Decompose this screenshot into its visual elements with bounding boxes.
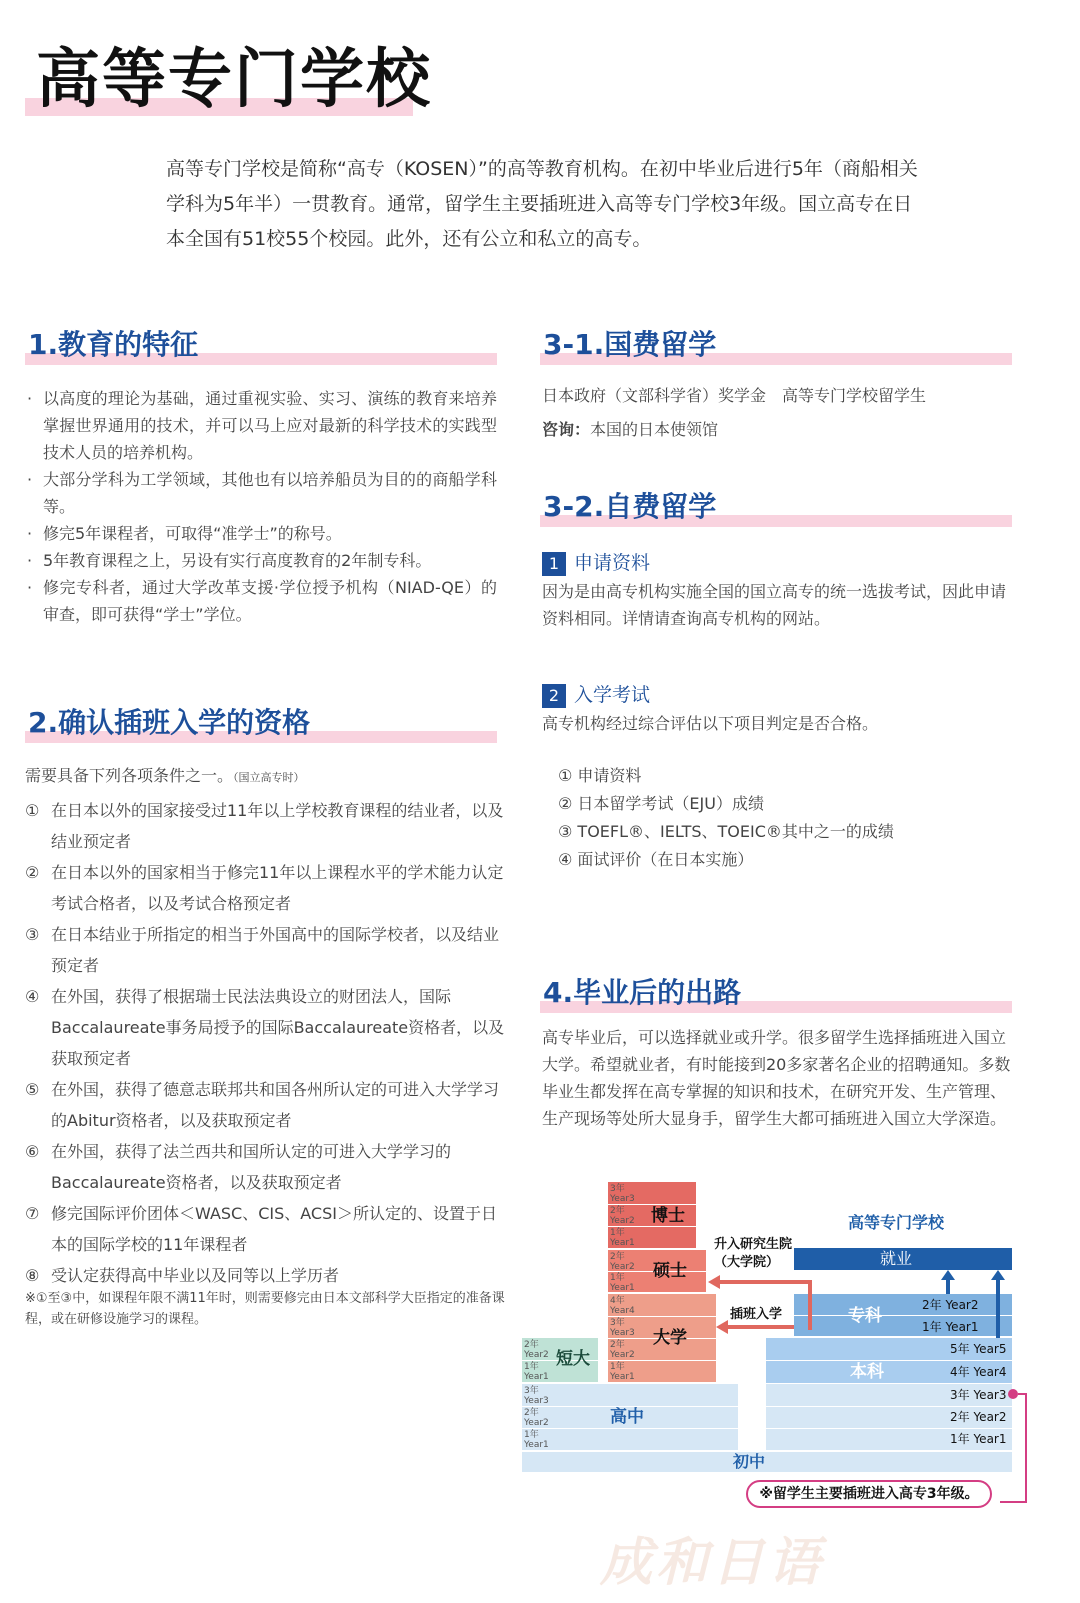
list-item: ② 日本留学考试（EJU）成绩: [558, 794, 764, 813]
sub-heading-application: [542, 550, 650, 576]
transfer-note-badge: ※留学生主要插班进入高专3年级。: [746, 1480, 992, 1508]
high-school-label: 高中: [610, 1407, 644, 1427]
year-label: 3年 Year3: [524, 1386, 549, 1406]
item-text: 修完国际评价团体＜WASC、CIS、ACSI＞所认定的、设置于日本的国际学校的11年课程者: [51, 1204, 497, 1254]
year-label: 2年 Year2: [524, 1340, 549, 1360]
section2-note: ※①至③中，如课程年限不满11年时，则需要修完由日本文部科学大臣指定的准备课程，或在研修设施学习的课程。: [25, 1291, 505, 1327]
item-number: ④: [25, 987, 40, 1006]
section4-title: 4.毕业后的出路: [543, 976, 742, 1009]
year-label: 1年 Year1: [922, 1320, 979, 1334]
note-connector: [1000, 1394, 1026, 1502]
master-label: 硕士: [653, 1261, 687, 1281]
section4-text: 高专毕业后，可以选择就业或升学。很多留学生选择插班进入国立大学。希望就业者，有时能接到20多家著名企业的招聘通知。多数毕业生都发挥在高专掌握的知识和技术，在研究开发、生产管理、生产现场等处所大显身手，留学生大都可插班进入国立大学深造。: [542, 1028, 1011, 1128]
list-item: [25, 1198, 505, 1260]
watermark: 成和日语: [600, 1533, 825, 1593]
item-number: ⑧: [25, 1266, 40, 1285]
year-label: 4年 Year4: [950, 1365, 1007, 1379]
item-number: ⑥: [25, 1142, 40, 1161]
section2-list: [25, 795, 505, 1291]
list-item: [25, 1260, 505, 1291]
list-item: [25, 1074, 505, 1136]
transfer-arrow-label: 插班入学: [730, 1307, 783, 1322]
item-text: 在日本结业于所指定的相当于外国高中的国际学校者，以及结业预定者: [51, 925, 500, 975]
kosen-diagram-title: 高等专门学校: [848, 1213, 945, 1232]
list-item: ③ TOEFL®、IELTS、TOEIC®其中之一的成绩: [558, 822, 894, 841]
section32-title: 3-2.自费留学: [543, 490, 717, 523]
advanced-course-label: 专科: [848, 1306, 882, 1326]
doctor-label: 博士: [651, 1206, 685, 1226]
sub-heading-text: 入学考试: [574, 684, 651, 706]
year-label: 2年 Year2: [610, 1206, 635, 1226]
sub-heading-text: 申请资料: [574, 552, 651, 574]
regular-course-label: 本科: [850, 1362, 884, 1382]
junior-high-label: 初中: [733, 1452, 766, 1471]
year-label: 5年 Year5: [950, 1342, 1007, 1356]
list-item: [25, 857, 505, 919]
sub2-text: 高专机构经过综合评估以下项目判定是否合格。: [542, 714, 879, 733]
section31-line1: 日本政府（文部科学省）奖学金 高等专门学校留学生: [542, 386, 927, 405]
section2-lead-note: （国立高专时）: [233, 771, 305, 784]
list-item: · 修完5年课程者，可取得“准学士”的称号。: [25, 520, 497, 547]
item-number: ③: [25, 925, 40, 944]
employment-label: 就业: [880, 1249, 913, 1268]
item-text: 在日本以外的国家接受过11年以上学校教育课程的结业者，以及结业预定者: [51, 801, 504, 851]
list-item: ① 申请资料: [558, 766, 642, 785]
year-label: 1年 Year1: [610, 1362, 635, 1382]
year-label: 1年 Year1: [524, 1430, 549, 1450]
list-item: [25, 919, 505, 981]
page-title: 高等专门学校: [36, 43, 432, 117]
list-item: · 修完专科者，通过大学改革支援·学位授予机构（NIAD-QE）的审查，即可获得“学士”学位。: [25, 574, 497, 628]
contact-value: 本国的日本使领馆: [590, 420, 719, 439]
sub-heading-exam: [542, 682, 650, 708]
item-number: ②: [25, 863, 40, 882]
year-label: 3年 Year3: [950, 1388, 1007, 1402]
section2-title: 2.确认插班入学的资格: [28, 706, 311, 739]
year-label: 1年 Year1: [950, 1432, 1007, 1446]
section31-contact: [542, 416, 1012, 443]
sub-number-badge: 2: [542, 684, 566, 708]
university-label: 大学: [653, 1328, 687, 1348]
year-label: 1年 Year1: [610, 1273, 635, 1293]
grad-school-arrow-label: 升入研究生院 （大学院）: [714, 1237, 793, 1270]
list-item: [25, 981, 505, 1074]
sub1-text: 因为是由高专机构实施全国的国立高专的统一选拔考试，因此申请资料相同。详情请查询高专机构的网站。: [542, 582, 1007, 628]
year-label: 3年 Year3: [610, 1318, 635, 1338]
item-text: 在外国，获得了法兰西共和国所认定的可进入大学学习的Baccalaureate资格者，以及获取预定者: [51, 1142, 452, 1192]
item-text: 在外国，获得了德意志联邦共和国各州所认定的可进入大学学习的Abitur资格者，以及获取预定者: [51, 1080, 500, 1130]
year-label: 3年 Year3: [610, 1184, 635, 1204]
section2-lead: [25, 762, 305, 791]
year-label: 2年 Year2: [922, 1298, 979, 1312]
item-number: ①: [25, 801, 40, 820]
list-item: [25, 795, 505, 857]
list-item: · 5年教育课程之上，另设有实行高度教育的2年制专科。: [25, 547, 497, 574]
year-label: 2年 Year2: [610, 1340, 635, 1360]
item-text: 在外国，获得了根据瑞士民法法典设立的财团法人，国际Baccalaureate事务局授予的国际Baccalaureate资格者，以及获取预定者: [51, 987, 505, 1068]
intro-paragraph: 高等专门学校是简称“高专（KOSEN）”的高等教育机构。在初中毕业后进行5年（商船相关学科为5年半）一贯教育。通常，留学生主要插班进入高等专门学校3年级。国立高专在日本全国有51校55个校园。此外，还有公立和私立的高专。: [166, 158, 918, 250]
year-label: 2年 Year2: [524, 1408, 549, 1428]
list-item: [25, 1136, 505, 1198]
arrow-up-employment-2: [991, 1270, 1005, 1338]
year-label: 1年 Year1: [610, 1228, 635, 1248]
section31-title: 3-1.国费留学: [543, 328, 717, 361]
year-label: 2年 Year2: [610, 1252, 635, 1272]
item-number: ⑤: [25, 1080, 40, 1099]
item-text: 受认定获得高中毕业以及同等以上学历者: [51, 1266, 340, 1285]
exam-items: [558, 762, 1008, 874]
section2-lead-text: 需要具备下列各项条件之一。: [25, 766, 234, 785]
item-text: 在日本以外的国家相当于修完11年以上课程水平的学术能力认定考试合格者，以及考试合格预定者: [51, 863, 504, 913]
item-number: ⑦: [25, 1204, 40, 1223]
year-label: 1年 Year1: [524, 1362, 549, 1382]
section1-title: 1.教育的特征: [28, 328, 199, 361]
arrows-overlay: [700, 1240, 1030, 1510]
arrow-up-employment-1: [941, 1270, 955, 1294]
list-item: · 以高度的理论为基础，通过重视实验、实习、演练的教育来培养掌握世界通用的技术，并可以马上应对最新的科学技术的实践型技术人员的培养机构。: [25, 385, 497, 466]
list-item: · 大部分学科为工学领域，其他也有以培养船员为目的的商船学科等。: [25, 466, 497, 520]
section1-list: [25, 385, 497, 628]
list-item: ④ 面试评价（在日本实施）: [558, 850, 754, 869]
contact-label: 咨询：: [542, 420, 591, 439]
year-label: 2年 Year2: [950, 1410, 1007, 1424]
sub-number-badge: 1: [542, 552, 566, 576]
junior-college-label: 短大: [556, 1349, 590, 1369]
year-label: 4年 Year4: [610, 1296, 635, 1316]
